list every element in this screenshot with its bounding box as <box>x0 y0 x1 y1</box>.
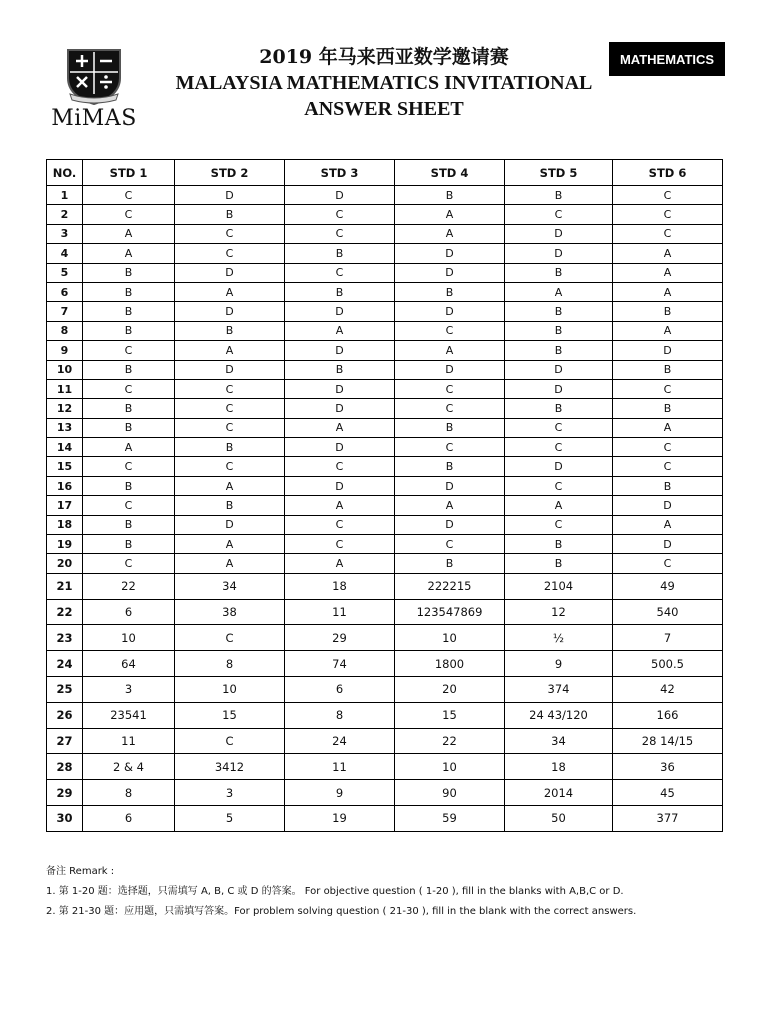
question-number: 2 <box>47 205 83 224</box>
table-row <box>47 780 723 806</box>
table-row <box>47 360 723 379</box>
answer-cell: 15 <box>175 702 285 728</box>
answer-cell: D <box>395 515 505 534</box>
question-number: 17 <box>47 496 83 515</box>
answer-cell: A <box>395 205 505 224</box>
answer-cell: 8 <box>285 702 395 728</box>
answer-cell: A <box>613 418 723 437</box>
answer-cell: 123547869 <box>395 599 505 625</box>
answer-cell: 64 <box>83 651 175 677</box>
answer-cell: D <box>505 224 613 243</box>
answer-cell: D <box>285 302 395 321</box>
answer-cell: D <box>613 341 723 360</box>
answer-cell: C <box>83 554 175 573</box>
answer-cell: B <box>613 302 723 321</box>
answer-cell: B <box>285 244 395 263</box>
answer-cell: C <box>285 205 395 224</box>
answer-cell: A <box>613 282 723 301</box>
table-row <box>47 805 723 831</box>
question-number: 18 <box>47 515 83 534</box>
column-header: STD 6 <box>613 160 723 186</box>
answer-cell: A <box>613 321 723 340</box>
column-header: NO. <box>47 160 83 186</box>
question-number: 27 <box>47 728 83 754</box>
answer-cell: C <box>175 399 285 418</box>
answer-cell: C <box>175 728 285 754</box>
answer-cell: 3 <box>83 677 175 703</box>
answer-cell: C <box>613 379 723 398</box>
logo-wordmark: MiMAS <box>51 106 137 131</box>
answer-cell: A <box>285 554 395 573</box>
answer-cell: 59 <box>395 805 505 831</box>
answer-cell: 34 <box>175 573 285 599</box>
answer-cell: A <box>613 263 723 282</box>
answer-cell: 6 <box>285 677 395 703</box>
sheet-title-block <box>150 44 618 122</box>
answer-cell: 2104 <box>505 573 613 599</box>
table-row <box>47 224 723 243</box>
answer-cell: D <box>395 360 505 379</box>
answer-cell: B <box>83 302 175 321</box>
answer-cell: ½ <box>505 625 613 651</box>
answer-cell: 19 <box>285 805 395 831</box>
answer-cell: 22 <box>395 728 505 754</box>
table-row <box>47 438 723 457</box>
answer-cell: 8 <box>83 780 175 806</box>
answer-cell: C <box>395 379 505 398</box>
remarks-title: 备注 Remark : <box>46 866 115 877</box>
answer-cell: B <box>395 457 505 476</box>
question-number: 26 <box>47 702 83 728</box>
answer-cell: 34 <box>505 728 613 754</box>
table-row <box>47 754 723 780</box>
answer-cell: C <box>395 321 505 340</box>
title-chinese: 2019 年马来西亚数学邀请赛 <box>259 46 509 68</box>
question-number: 8 <box>47 321 83 340</box>
question-number: 23 <box>47 625 83 651</box>
table-row <box>47 728 723 754</box>
answer-cell: C <box>505 205 613 224</box>
answer-cell: C <box>505 476 613 495</box>
answer-cell: A <box>613 515 723 534</box>
answer-cell: 377 <box>613 805 723 831</box>
answer-cell: B <box>395 282 505 301</box>
table-row <box>47 263 723 282</box>
answer-cell: 11 <box>285 754 395 780</box>
question-number: 14 <box>47 438 83 457</box>
answer-cell: A <box>285 496 395 515</box>
question-number: 12 <box>47 399 83 418</box>
answer-cell: A <box>613 244 723 263</box>
answer-cell: A <box>175 554 285 573</box>
answer-cell: B <box>505 341 613 360</box>
question-number: 7 <box>47 302 83 321</box>
answer-cell: 5 <box>175 805 285 831</box>
question-number: 9 <box>47 341 83 360</box>
answer-cell: D <box>505 360 613 379</box>
answer-cell: 1800 <box>395 651 505 677</box>
answer-cell: C <box>613 224 723 243</box>
answer-cell: D <box>175 263 285 282</box>
mimas-logo <box>48 44 140 132</box>
answer-cell: C <box>395 399 505 418</box>
answer-cell: 2014 <box>505 780 613 806</box>
answer-cell: 3 <box>175 780 285 806</box>
question-number: 13 <box>47 418 83 437</box>
remark-line: 1. 第 1-20 题：选择题，只需填写 A, B, C 或 D 的答案。 For objective question ( 1-20 ), fill in the blanks with A,B,C or D. <box>46 886 624 897</box>
answer-cell: A <box>285 321 395 340</box>
answer-cell: 15 <box>395 702 505 728</box>
answer-cell: B <box>505 321 613 340</box>
answer-cell: B <box>83 360 175 379</box>
table-row <box>47 677 723 703</box>
answer-cell: 36 <box>613 754 723 780</box>
answer-cell: D <box>505 457 613 476</box>
question-number: 29 <box>47 780 83 806</box>
table-row <box>47 496 723 515</box>
question-number: 11 <box>47 379 83 398</box>
answer-cell: D <box>285 476 395 495</box>
answer-cell: C <box>505 515 613 534</box>
answer-cell: 10 <box>83 625 175 651</box>
answer-cell: B <box>395 554 505 573</box>
table-row <box>47 244 723 263</box>
answer-cell: 10 <box>395 625 505 651</box>
answer-cell: D <box>395 263 505 282</box>
answer-cell: C <box>83 341 175 360</box>
table-row <box>47 535 723 554</box>
remark-line: 2. 第 21-30 题：应用题，只需填写答案。For problem solving question ( 21-30 ), fill in the blank with the correct answers. <box>46 906 637 917</box>
table-row <box>47 399 723 418</box>
answer-cell: D <box>175 302 285 321</box>
column-header: STD 1 <box>83 160 175 186</box>
sheet-subtitle: ANSWER SHEET <box>304 98 464 120</box>
column-header: STD 5 <box>505 160 613 186</box>
answer-cell: C <box>285 457 395 476</box>
answer-cell: D <box>285 379 395 398</box>
answer-cell: B <box>83 321 175 340</box>
question-number: 25 <box>47 677 83 703</box>
answer-cell: B <box>285 282 395 301</box>
table-row <box>47 186 723 205</box>
answer-cell: A <box>83 244 175 263</box>
answer-cell: 74 <box>285 651 395 677</box>
table-row <box>47 554 723 573</box>
answer-cell: C <box>83 379 175 398</box>
answer-cell: 50 <box>505 805 613 831</box>
table-row <box>47 651 723 677</box>
table-row <box>47 379 723 398</box>
answer-cell: 45 <box>613 780 723 806</box>
answer-cell: 11 <box>285 599 395 625</box>
answer-cell: C <box>175 625 285 651</box>
answer-cell: A <box>395 224 505 243</box>
answer-cell: B <box>83 282 175 301</box>
remarks-section <box>46 862 746 922</box>
answer-cell: C <box>175 379 285 398</box>
answer-cell: C <box>505 438 613 457</box>
answer-cell: 18 <box>505 754 613 780</box>
answer-cell: 500.5 <box>613 651 723 677</box>
table-row <box>47 341 723 360</box>
answer-cell: C <box>285 535 395 554</box>
answer-cell: D <box>285 341 395 360</box>
answer-cell: C <box>175 224 285 243</box>
column-header: STD 3 <box>285 160 395 186</box>
answer-cell: D <box>395 476 505 495</box>
answer-cell: B <box>83 515 175 534</box>
answer-cell: B <box>395 186 505 205</box>
answer-cell: A <box>285 418 395 437</box>
answer-cell: D <box>285 438 395 457</box>
answer-cell: C <box>395 438 505 457</box>
answer-cell: 90 <box>395 780 505 806</box>
column-header: STD 2 <box>175 160 285 186</box>
answer-cell: C <box>175 418 285 437</box>
answer-cell: 28 14/15 <box>613 728 723 754</box>
answer-table <box>46 159 723 832</box>
answer-cell: D <box>505 244 613 263</box>
answer-cell: C <box>285 263 395 282</box>
table-row <box>47 205 723 224</box>
answer-cell: B <box>613 476 723 495</box>
answer-cell: 10 <box>395 754 505 780</box>
answer-cell: B <box>505 186 613 205</box>
question-number: 5 <box>47 263 83 282</box>
question-number: 30 <box>47 805 83 831</box>
table-row <box>47 282 723 301</box>
answer-cell: C <box>83 496 175 515</box>
answer-cell: 8 <box>175 651 285 677</box>
answer-cell: 374 <box>505 677 613 703</box>
answer-cell: 3412 <box>175 754 285 780</box>
answer-cell: C <box>83 186 175 205</box>
answer-cell: 38 <box>175 599 285 625</box>
table-row <box>47 702 723 728</box>
answer-cell: C <box>285 515 395 534</box>
answer-cell: D <box>613 535 723 554</box>
answer-cell: D <box>175 186 285 205</box>
answer-cell: 540 <box>613 599 723 625</box>
table-row <box>47 515 723 534</box>
answer-cell: B <box>175 438 285 457</box>
answer-cell: C <box>613 438 723 457</box>
answer-cell: D <box>395 244 505 263</box>
question-number: 24 <box>47 651 83 677</box>
answer-cell: D <box>285 399 395 418</box>
table-row <box>47 625 723 651</box>
question-number: 4 <box>47 244 83 263</box>
answer-cell: 24 43/120 <box>505 702 613 728</box>
answer-cell: 6 <box>83 805 175 831</box>
answer-cell: B <box>83 476 175 495</box>
answer-cell: C <box>613 554 723 573</box>
answer-cell: 18 <box>285 573 395 599</box>
answer-cell: B <box>83 418 175 437</box>
answer-cell: D <box>175 515 285 534</box>
answer-cell: D <box>175 360 285 379</box>
table-row <box>47 573 723 599</box>
answer-cell: C <box>505 418 613 437</box>
table-row <box>47 321 723 340</box>
answer-cell: C <box>175 244 285 263</box>
answer-cell: B <box>175 205 285 224</box>
answer-cell: B <box>613 360 723 379</box>
answer-cell: C <box>613 205 723 224</box>
answer-cell: B <box>83 535 175 554</box>
table-row <box>47 599 723 625</box>
answer-cell: A <box>505 282 613 301</box>
subject-badge: MATHEMATICS <box>609 42 725 76</box>
question-number: 22 <box>47 599 83 625</box>
answer-cell: 9 <box>505 651 613 677</box>
question-number: 21 <box>47 573 83 599</box>
answer-cell: B <box>505 554 613 573</box>
answer-cell: D <box>505 379 613 398</box>
answer-cell: B <box>83 263 175 282</box>
answer-cell: 7 <box>613 625 723 651</box>
answer-cell: B <box>83 399 175 418</box>
answer-cell: B <box>505 535 613 554</box>
answer-cell: D <box>285 186 395 205</box>
answer-cell: A <box>505 496 613 515</box>
question-number: 15 <box>47 457 83 476</box>
answer-cell: C <box>285 224 395 243</box>
answer-cell: C <box>83 205 175 224</box>
answer-cell: B <box>505 263 613 282</box>
answer-cell: B <box>395 418 505 437</box>
answer-cell: 10 <box>175 677 285 703</box>
table-header-row <box>47 160 723 186</box>
answer-cell: A <box>83 224 175 243</box>
table-row <box>47 418 723 437</box>
table-row <box>47 476 723 495</box>
answer-cell: A <box>83 438 175 457</box>
answer-cell: C <box>613 186 723 205</box>
answer-cell: C <box>395 535 505 554</box>
table-row <box>47 457 723 476</box>
question-number: 28 <box>47 754 83 780</box>
question-number: 16 <box>47 476 83 495</box>
answer-cell: 166 <box>613 702 723 728</box>
answer-cell: 12 <box>505 599 613 625</box>
column-header: STD 4 <box>395 160 505 186</box>
answer-cell: 6 <box>83 599 175 625</box>
question-number: 19 <box>47 535 83 554</box>
math-shield-icon <box>64 44 124 106</box>
answer-cell: C <box>83 457 175 476</box>
answer-cell: B <box>175 496 285 515</box>
table-row <box>47 302 723 321</box>
question-number: 6 <box>47 282 83 301</box>
answer-cell: C <box>175 457 285 476</box>
answer-cell: B <box>505 302 613 321</box>
answer-cell: A <box>175 535 285 554</box>
answer-cell: D <box>395 302 505 321</box>
answer-cell: A <box>175 476 285 495</box>
title-english: MALAYSIA MATHEMATICS INVITATIONAL <box>175 72 593 94</box>
answer-cell: B <box>285 360 395 379</box>
answer-cell: 2 & 4 <box>83 754 175 780</box>
question-number: 1 <box>47 186 83 205</box>
answer-cell: B <box>505 399 613 418</box>
answer-cell: 29 <box>285 625 395 651</box>
answer-cell: D <box>613 496 723 515</box>
answer-cell: 49 <box>613 573 723 599</box>
answer-cell: C <box>613 457 723 476</box>
question-number: 3 <box>47 224 83 243</box>
answer-cell: 222215 <box>395 573 505 599</box>
answer-cell: A <box>175 282 285 301</box>
answer-cell: 11 <box>83 728 175 754</box>
question-number: 10 <box>47 360 83 379</box>
answer-cell: 9 <box>285 780 395 806</box>
answer-cell: A <box>395 341 505 360</box>
question-number: 20 <box>47 554 83 573</box>
answer-cell: 23541 <box>83 702 175 728</box>
answer-cell: B <box>175 321 285 340</box>
answer-cell: 42 <box>613 677 723 703</box>
answer-cell: A <box>395 496 505 515</box>
answer-table-body <box>47 186 723 832</box>
answer-cell: A <box>175 341 285 360</box>
answer-cell: B <box>613 399 723 418</box>
answer-cell: 22 <box>83 573 175 599</box>
answer-cell: 24 <box>285 728 395 754</box>
answer-cell: 20 <box>395 677 505 703</box>
